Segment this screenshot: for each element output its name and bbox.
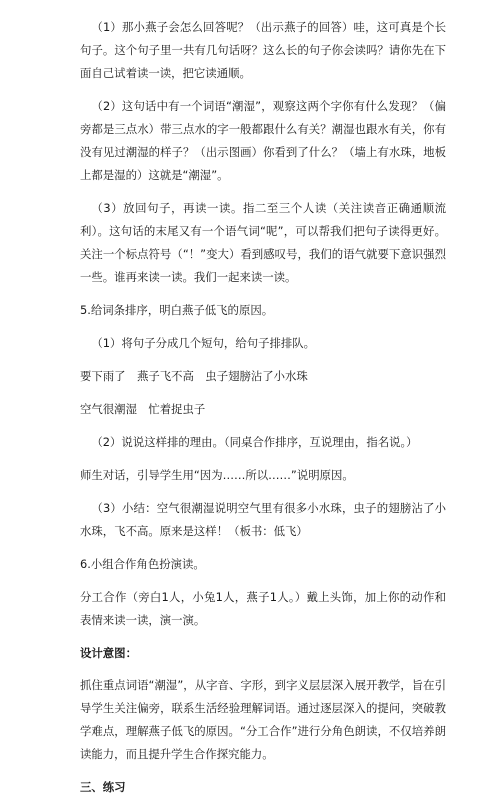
- paragraph-answer-reading: （1）那小燕子会怎么回答呢？（出示燕子的回答）哇，这可真是个长句子。这个句子里一共有几句话呀？这么长的句子你会读吗？请你先在下面自己试着读一读，把它读通顺。: [80, 20, 446, 80]
- paragraph-explain-order: （2）说说这样排的理由。（同桌合作排序，互说理由，指名说。）: [91, 435, 418, 449]
- paragraph-dialogue: 师生对话，引导学生用“因为……所以……”说明原因。: [80, 468, 354, 482]
- section-3-heading: 三、练习: [80, 780, 126, 794]
- step-6-heading: 6.小组合作角色扮演读。: [80, 557, 205, 571]
- word-strips-line-1: 要下雨了 燕子飞不高 虫子翅膀沾了小水珠: [80, 369, 308, 383]
- design-intent-title: 设计意图：: [80, 646, 137, 660]
- paragraph-role-play: 分工合作（旁白1人，小兔1人，燕子1人。）戴上头饰，加上你的动作和表情来读一读，演一演。: [80, 590, 446, 627]
- paragraph-split-sentences: （1）将句子分成几个短句，给句子排排队。: [91, 336, 316, 350]
- step-5-heading: 5.给词条排序，明白燕子低飞的原因。: [80, 303, 274, 317]
- document-body: [80, 16, 446, 808]
- paragraph-chaoshi-word: （2）这句话中有一个词语“潮湿”，观察这两个字你有什么发现？（偏旁都是三点水）带三点水的字一般都跟什么有关？潮湿也跟水有关，你有没有见过潮湿的样子？（出示图画）你看到了什么？（墙上有水珠，地板上都是湿的）这就是“潮湿”。: [80, 99, 446, 182]
- paragraph-summary: （3）小结：空气很潮湿说明空气里有很多小水珠，虫子的翅膀沾了小水珠，飞不高。原来是这样！（板书：低飞）: [80, 501, 446, 538]
- paragraph-design-intent: 抓住重点词语“潮湿”，从字音、字形，到字义层层深入展开教学，旨在引导学生关注偏旁，联系生活经验理解词语。通过逐层深入的提问，突破教学难点，理解燕子低飞的原因。“分工合作”进行分角色朗读，不仅培养朗读能力，而且提升学生合作探究能力。: [80, 678, 446, 761]
- word-strips-line-2: 空气很潮湿 忙着捉虫子: [80, 402, 206, 416]
- paragraph-read-again: （3）放回句子，再读一读。指二至三个人读（关注读音正确通顺流利）。这句话的末尾又有一个语气词“呢”，可以帮我们把句子读得更好。关注一个标点符号（“！”变大）看到感叹号，我们的语气就要下意识强烈一些。谁再来读一读。我们一起来读一读。: [80, 201, 446, 284]
